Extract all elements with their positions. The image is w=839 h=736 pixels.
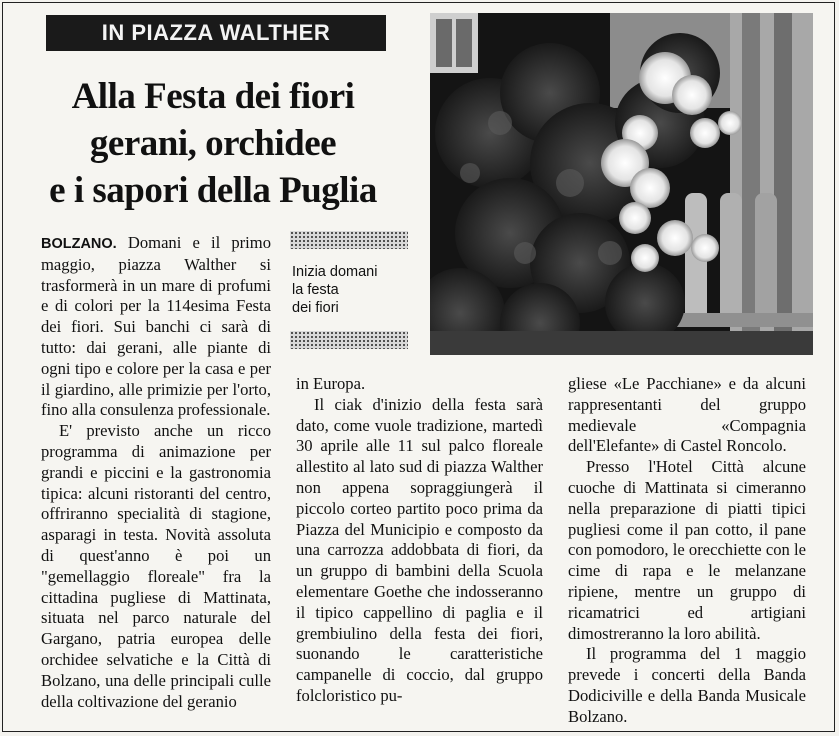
- flower-photo-icon: [430, 13, 813, 355]
- pull-quote-line-1: Inizia domani: [292, 264, 378, 280]
- article-paragraph: gliese «Le Pacchiane» e da alcuni rappresentanti del gruppo medievale «Compagnia dell'Elefante» di Castel Roncolo.: [568, 374, 806, 456]
- pull-quote-line-2: la festa: [292, 282, 339, 298]
- article-paragraph: Il ciak d'inizio della festa sarà dato, come vuole tradizione, martedì 30 aprile alle 11 sul palco floreale allestito al lato sud di piazza Walther non appena sopraggiungerà il piccolo corteo partito poco prima da Piazza del Municipio e composto da una carrozza addobbata di fiori, da un gruppo di bambini della Scuola elementare Goethe che indosseranno il tipico cappellino di paglia e il grembiulino della festa dei fiori, suonando le caratteristiche campanelle di coccio, dal gruppo folcloristico pu-: [296, 394, 543, 705]
- article-paragraph: [41, 233, 271, 421]
- pull-quote: [290, 231, 408, 349]
- paragraph-text: Domani e il primo maggio, piazza Walther si trasformerà in un mare di profumi e di colori per la 114esima Festa dei fiori. Sui banchi ci sarà di tutto: dai gerani, alle piante di ogni tipo e colore per la casa e per il giardino, alle primizie per l'orto, fino alla consulenza professionale.: [41, 233, 271, 420]
- article-paragraph: Il programma del 1 maggio prevede i concerti della Banda Dodiciville e della Banda Musicale Bolzano.: [568, 644, 806, 726]
- article-column-2: [296, 374, 543, 707]
- headline-line-3: e i sapori della Puglia: [49, 170, 377, 211]
- section-kicker: IN PIAZZA WALTHER: [46, 15, 386, 51]
- article-paragraph: E' previsto anche un ricco programma di animazione per grandi e piccini e la gastronomia tipica: alcuni ristoranti del centro, offriranno specialità di stagione, asparagi in testa. Novità assoluta di quest'anno è poi un "gemellaggio floreale" fra la cittadina pugliese di Mattinata, situata nel parco naturale del Gargano, patria europea delle orchidee selvatiche e la Città di Bolzano, una delle principali culle della coltivazione del geranio: [41, 421, 271, 711]
- headline-line-2: gerani, orchidee: [89, 123, 337, 164]
- article-paragraph: in Europa.: [296, 374, 366, 393]
- pull-quote-rule-bottom: [290, 331, 408, 349]
- flower-photo: [430, 13, 813, 355]
- article-paragraph: Presso l'Hotel Città alcune cuoche di Mattinata si cimeranno nella preparazione di piatti tipici pugliesi come il pan cotto, il pane con pomodoro, le orecchiette con le cime di rapa e le melanzane ripiene, mentre un gruppo di ricamatrici ed artigiani dimostreranno la loro abilità.: [568, 457, 806, 643]
- pull-quote-line-3: dei fiori: [292, 300, 339, 316]
- headline-line-1: Alla Festa dei fiori: [71, 76, 355, 117]
- dateline: BOLZANO.: [41, 236, 117, 252]
- newspaper-clipping: [2, 2, 835, 732]
- headline: [17, 73, 409, 214]
- article-column-1: [41, 233, 271, 712]
- article-column-3: [568, 374, 806, 728]
- pull-quote-rule-top: [290, 231, 408, 249]
- pull-quote-text: [292, 263, 408, 317]
